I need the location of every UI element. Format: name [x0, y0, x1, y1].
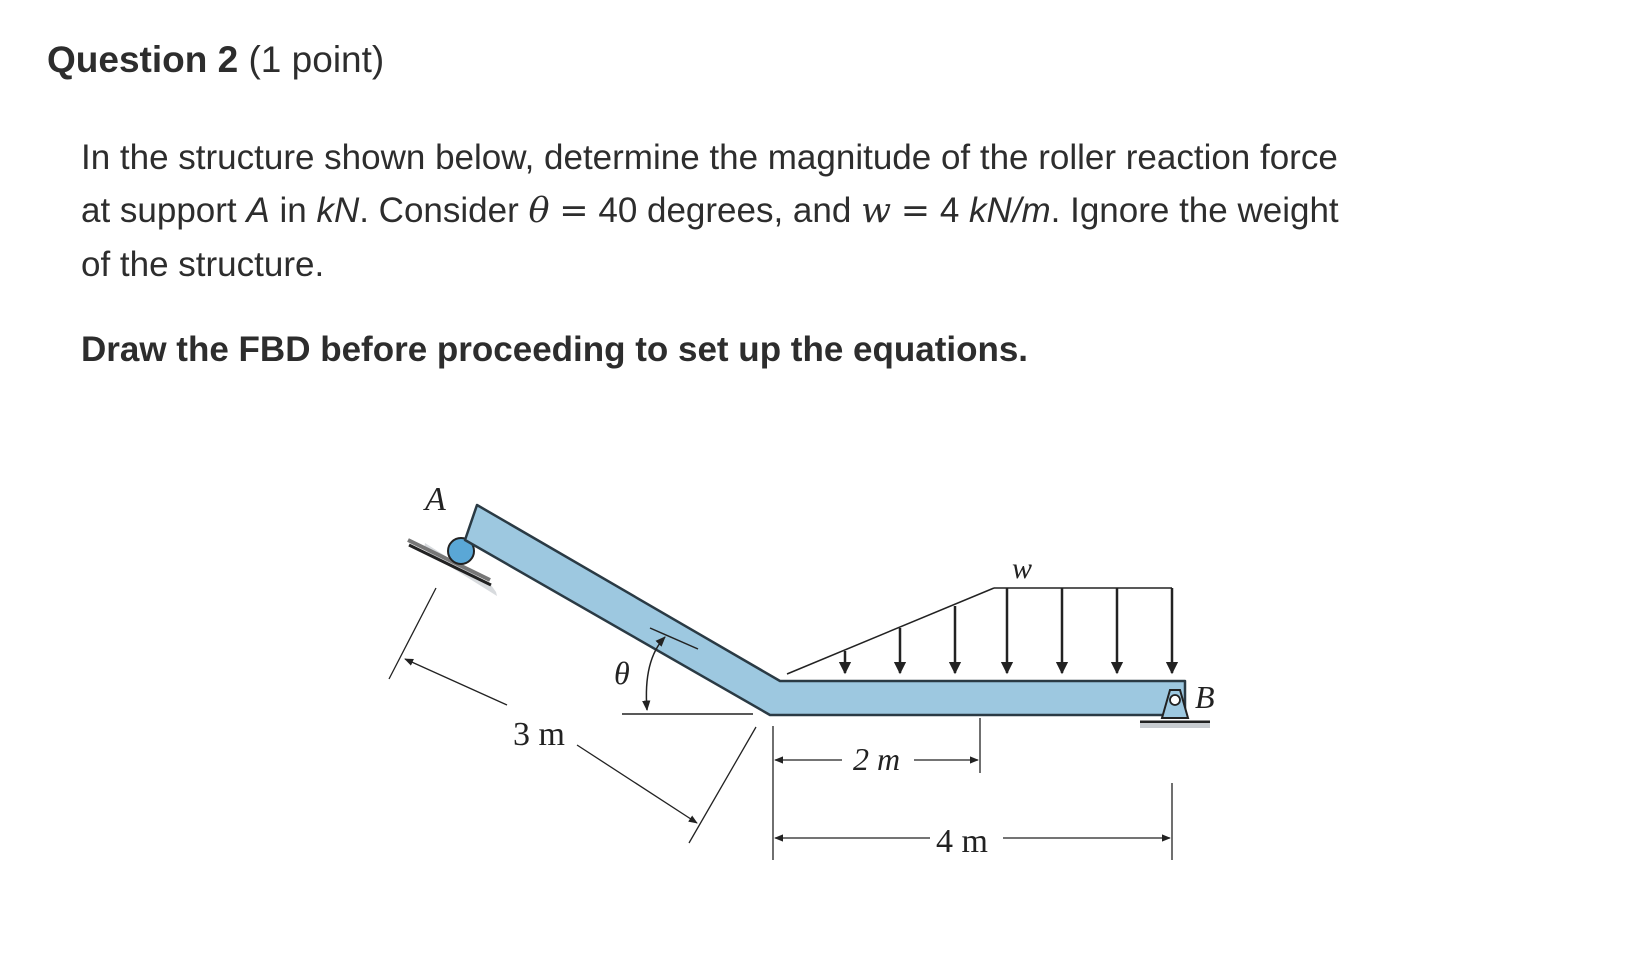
label-3m: 3 m [513, 716, 565, 753]
text-consider: . Consider [359, 191, 529, 230]
theta-value: 40 degrees, and [588, 191, 862, 230]
question-title: Question 2 [47, 39, 239, 80]
w-value: 4 [930, 191, 970, 230]
w-symbol: w [861, 191, 892, 231]
label-2m: 2 m [853, 741, 901, 777]
support-a-symbol: A [246, 191, 270, 230]
dimension-3m [389, 588, 756, 843]
label-theta: θ [614, 655, 630, 691]
theta-symbol: θ [528, 191, 550, 231]
question-line-3: of the structure. [81, 245, 325, 284]
equals-sign-2: = [900, 191, 931, 231]
text-at-support: at support [81, 191, 247, 230]
unit-kn-per-m: kN/m [969, 191, 1051, 230]
text-ignore-weight: . Ignore the weight [1050, 191, 1339, 230]
label-b: B [1195, 679, 1215, 715]
equals-sign-1: = [559, 191, 589, 231]
unit-kn: kN [316, 191, 360, 230]
text-in: in [269, 191, 317, 230]
bent-beam [465, 505, 1185, 715]
distributed-load [787, 588, 1172, 674]
label-a: A [425, 481, 446, 518]
question-points: (1 point) [248, 39, 385, 80]
label-w: w [1012, 552, 1033, 585]
instruction-text: Draw the FBD before proceeding to set up the equations. [81, 330, 1029, 369]
label-4m: 4 m [936, 823, 988, 860]
question-line-1: In the structure shown below, determine the magnitude of the roller reaction force [81, 138, 1338, 177]
